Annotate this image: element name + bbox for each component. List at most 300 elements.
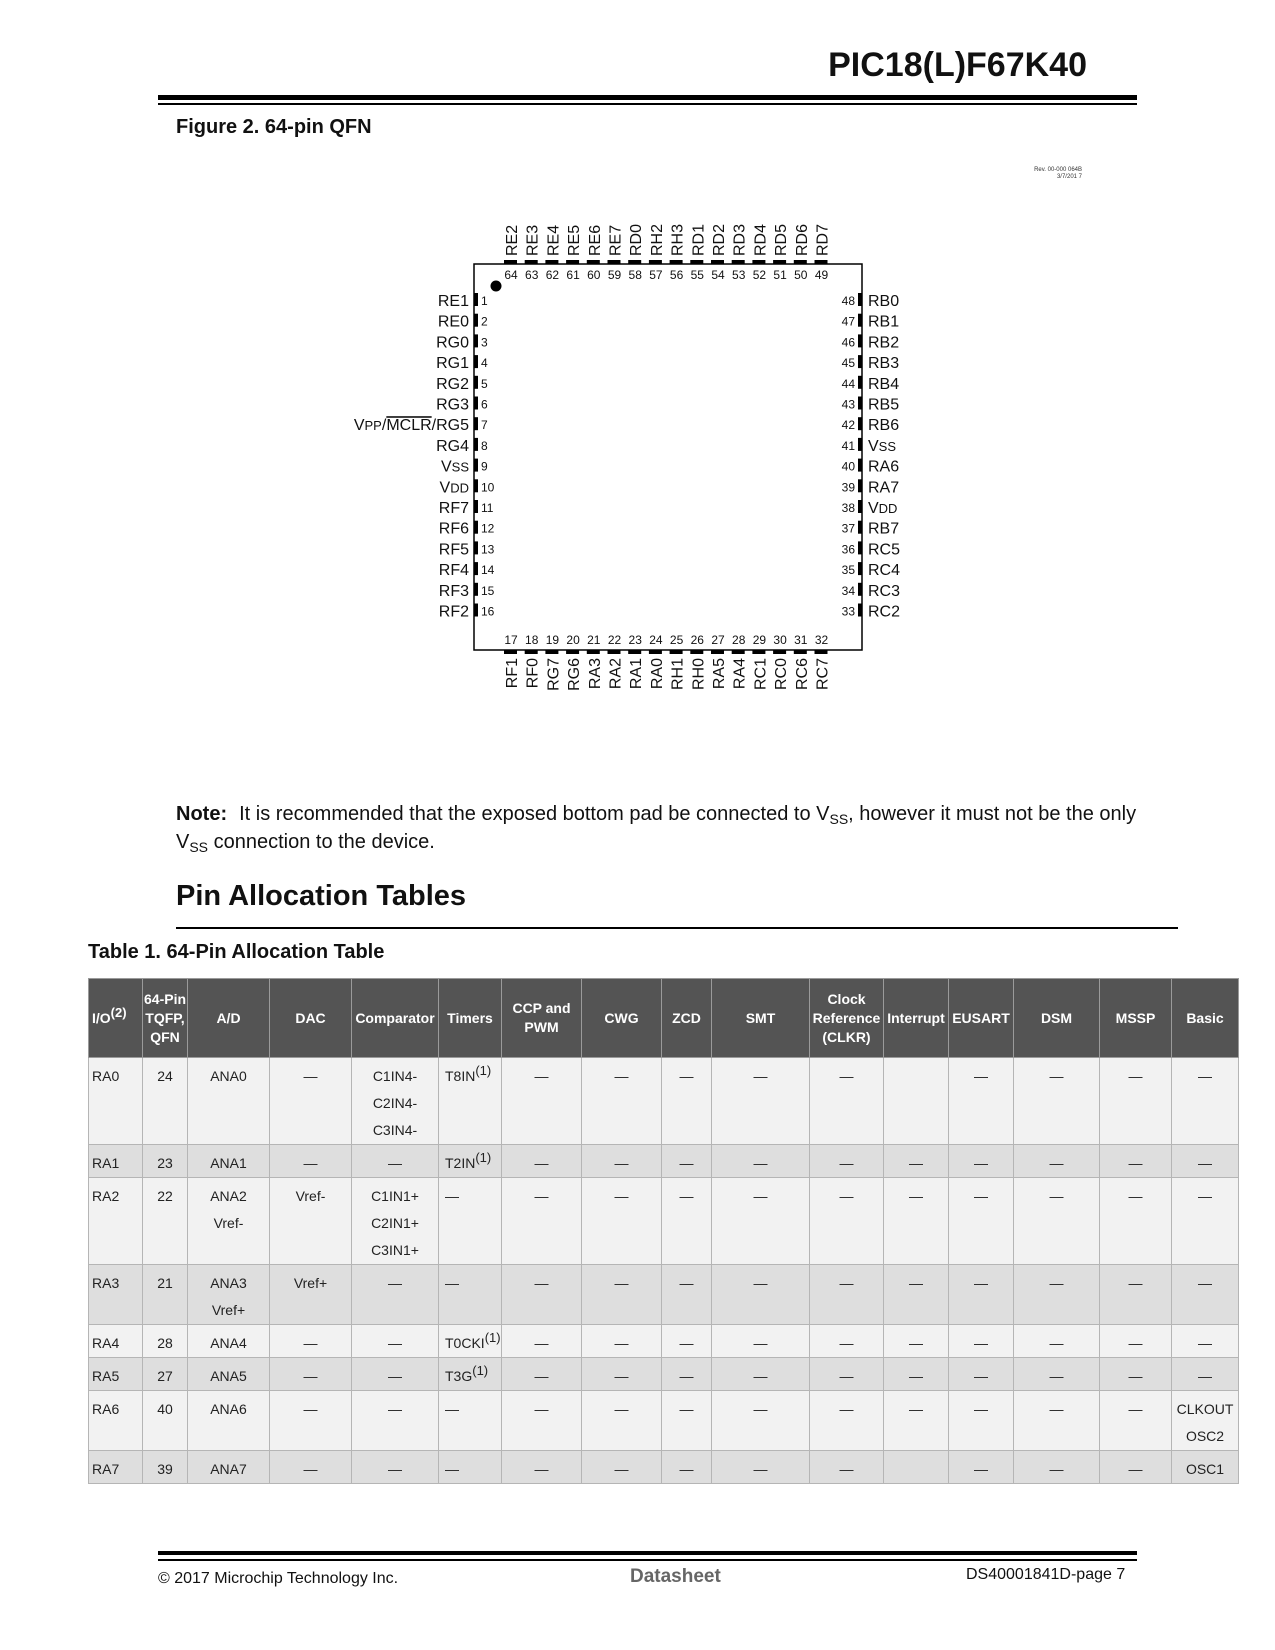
- pin-lead: [649, 650, 662, 654]
- cell-ad: [188, 1391, 270, 1451]
- cell-timers: [439, 1325, 502, 1358]
- pin-lead: [858, 479, 862, 492]
- pin-lead: [858, 604, 862, 617]
- cell-line: —: [388, 1461, 402, 1477]
- cell-line: C2IN4-: [372, 1095, 418, 1111]
- pin-33: [842, 604, 900, 621]
- cell-ccp: —: [502, 1145, 582, 1178]
- pin-56: [670, 224, 687, 282]
- cell-line: —: [1198, 1068, 1212, 1084]
- pin-number: 15: [481, 583, 495, 598]
- pin-5: [436, 376, 488, 393]
- cell-line: —: [303, 1401, 318, 1417]
- pin-name: RE7: [607, 224, 625, 256]
- cell-basic: [1172, 1391, 1239, 1451]
- cell-dsm: —: [1014, 1145, 1100, 1178]
- pin-lead: [566, 650, 579, 654]
- cell-line: —: [1198, 1155, 1212, 1171]
- pin-lead: [858, 376, 862, 389]
- cell-dac: [270, 1451, 352, 1484]
- pin-11: [439, 500, 494, 517]
- cell-line: C3IN1+: [371, 1242, 419, 1258]
- cell-cwg: —: [582, 1451, 662, 1484]
- cell-cwg: —: [582, 1391, 662, 1451]
- header-zcd: ZCD: [662, 979, 712, 1058]
- pin-lead: [608, 650, 621, 654]
- pin-name: RG7: [545, 658, 563, 691]
- cell-line: ANA1: [210, 1155, 247, 1171]
- pin-lead: [474, 376, 478, 389]
- pin-number: 5: [481, 376, 488, 391]
- cell-dsm: —: [1014, 1451, 1100, 1484]
- cell-line: CLKOUT: [1176, 1401, 1234, 1417]
- pin-number: 11: [481, 501, 494, 515]
- pin-35: [842, 562, 900, 579]
- pin-3: [436, 334, 488, 351]
- cell-line: OSC1: [1185, 1461, 1225, 1477]
- pin-1: [438, 293, 488, 310]
- pin-name: RE2: [504, 224, 521, 256]
- cell-line: —: [388, 1155, 402, 1171]
- cell-interrupt: —: [884, 1391, 949, 1451]
- cell-dsm: —: [1014, 1178, 1100, 1265]
- pin-lead: [474, 562, 478, 575]
- pin-number: 22: [607, 633, 622, 647]
- pin-lead: [858, 541, 862, 554]
- cell-line: —: [1198, 1368, 1212, 1384]
- pin-47: [842, 314, 900, 331]
- pin-14: [439, 562, 495, 579]
- cell-line: C1IN4-: [372, 1068, 418, 1084]
- pin-name: RE6: [586, 224, 604, 256]
- cell-smt: —: [712, 1265, 810, 1325]
- cell-io: RA0: [89, 1058, 143, 1145]
- pin-name: VSS: [440, 458, 469, 476]
- pin-lead: [858, 397, 862, 410]
- pin-8: [436, 438, 488, 455]
- pin-39: [842, 479, 900, 496]
- pin-32: [815, 633, 832, 690]
- pin-45: [842, 355, 900, 372]
- timer-footnote: (1): [472, 1363, 489, 1378]
- cell-comparator: [352, 1358, 439, 1391]
- pin-lead: [504, 650, 517, 654]
- pin-number: 29: [752, 633, 767, 647]
- cell-ccp: —: [502, 1325, 582, 1358]
- pin-name: RA4: [731, 658, 749, 690]
- pin-name: RD0: [628, 223, 646, 256]
- pin-number: 4: [481, 356, 488, 371]
- pin-lead: [815, 650, 828, 654]
- pin-name: RB6: [868, 417, 900, 435]
- pin-name: RB7: [868, 520, 900, 538]
- pin-lead: [858, 334, 862, 347]
- pin-number: 44: [841, 376, 855, 391]
- section-title: Pin Allocation Tables: [176, 880, 467, 912]
- cell-basic: [1172, 1178, 1239, 1265]
- pin-name: RF6: [438, 520, 469, 538]
- pin-number: 8: [481, 438, 488, 453]
- cell-zcd: —: [662, 1145, 712, 1178]
- pin-36: [842, 541, 900, 558]
- pin-19: [545, 633, 562, 691]
- cell-line: —: [303, 1335, 318, 1351]
- pin-lead: [474, 604, 478, 617]
- pin-lead: [587, 650, 600, 654]
- pin-lead: [545, 650, 558, 654]
- cell-line: ANA7: [210, 1461, 247, 1477]
- cell-zcd: —: [662, 1391, 712, 1451]
- cell-comparator: [352, 1058, 439, 1145]
- pin-lead: [608, 260, 621, 264]
- table-row: [89, 1145, 1239, 1178]
- pin-42: [842, 417, 900, 434]
- pin-number: 24: [649, 633, 663, 647]
- pin-lead: [525, 260, 538, 264]
- revision-line-1: Rev. 00-000 064B: [1034, 167, 1082, 173]
- pin-number: 1: [481, 294, 488, 308]
- section-rule: [176, 927, 1178, 929]
- cell-ccp: —: [502, 1058, 582, 1145]
- timer-name: —: [445, 1461, 459, 1477]
- pin-number: 18: [525, 633, 539, 647]
- cell-comparator: [352, 1325, 439, 1358]
- cell-ad: [188, 1265, 270, 1325]
- pin-lead: [545, 260, 558, 264]
- cell-smt: —: [712, 1358, 810, 1391]
- header-dsm: DSM: [1014, 979, 1100, 1058]
- header-dac: DAC: [270, 979, 352, 1058]
- cell-pin: 39: [143, 1451, 188, 1484]
- cell-dac: [270, 1058, 352, 1145]
- timer-name: T0CKI: [445, 1335, 485, 1351]
- pin-number: 54: [711, 268, 725, 282]
- qfn-pinout-diagram: [0, 0, 1275, 760]
- pin-name: RF2: [438, 603, 469, 621]
- pin-16: [439, 604, 495, 621]
- pin-lead: [587, 260, 600, 264]
- timer-name: —: [445, 1401, 459, 1417]
- cell-line: ANA6: [210, 1401, 247, 1417]
- pin-17: [504, 633, 521, 688]
- cell-eusart: —: [949, 1391, 1014, 1451]
- cell-line: Vref-: [213, 1215, 244, 1231]
- cell-zcd: —: [662, 1265, 712, 1325]
- pin-55: [690, 224, 707, 282]
- cell-pin: 24: [143, 1058, 188, 1145]
- pin-37: [842, 521, 900, 538]
- pin-name: RB1: [868, 313, 900, 331]
- pin-number: 21: [587, 633, 601, 647]
- cell-io: RA2: [89, 1178, 143, 1265]
- pin-43: [842, 397, 900, 414]
- pin-44: [842, 376, 900, 393]
- cell-line: —: [1198, 1335, 1212, 1351]
- pin-name: RG0: [436, 334, 469, 352]
- cell-smt: —: [712, 1451, 810, 1484]
- cell-eusart: —: [949, 1265, 1014, 1325]
- pin-number: 41: [841, 438, 855, 453]
- pin-lead: [858, 521, 862, 534]
- pin-lead: [474, 583, 478, 596]
- pin-number: 9: [481, 459, 488, 474]
- pin-name: RE0: [437, 313, 469, 331]
- note-sub-a: SS: [829, 811, 849, 827]
- pin-41: [842, 438, 897, 455]
- note-text-c: V: [176, 831, 190, 853]
- cell-comparator: [352, 1178, 439, 1265]
- cell-comparator: [352, 1145, 439, 1178]
- pin-number: 7: [481, 418, 488, 433]
- cell-line: C1IN1+: [371, 1188, 419, 1204]
- pin-name: RE5: [566, 224, 584, 256]
- cell-timers: [439, 1178, 502, 1265]
- timer-footnote: (1): [475, 1063, 492, 1078]
- package-note: [176, 800, 1186, 856]
- pin-62: [545, 225, 562, 282]
- cell-zcd: —: [662, 1178, 712, 1265]
- header-timers: Timers: [439, 979, 502, 1058]
- pin-number: 25: [669, 633, 684, 647]
- pin-lead: [474, 541, 478, 554]
- pin-name: RG3: [436, 396, 469, 414]
- pin-61: [566, 225, 583, 282]
- pin-name: RH1: [669, 658, 687, 691]
- cell-clkr: —: [810, 1451, 884, 1484]
- cell-ad: [188, 1178, 270, 1265]
- header-ad: A/D: [188, 979, 270, 1058]
- cell-pin: 27: [143, 1358, 188, 1391]
- pin-number: 34: [841, 583, 855, 598]
- cell-line: Vref+: [293, 1275, 328, 1291]
- cell-eusart: —: [949, 1145, 1014, 1178]
- cell-smt: —: [712, 1391, 810, 1451]
- cell-cwg: —: [582, 1145, 662, 1178]
- pin-name: RG4: [436, 437, 469, 455]
- pin-number: 48: [841, 294, 855, 308]
- footer-center-label: Datasheet: [630, 1566, 721, 1587]
- cell-cwg: —: [582, 1178, 662, 1265]
- pin-number: 43: [841, 397, 855, 412]
- pin-number: 12: [481, 521, 495, 536]
- pin-38: [842, 500, 898, 517]
- footer-rule-thin: [158, 1559, 1137, 1561]
- cell-dac: [270, 1358, 352, 1391]
- pin-lead: [670, 650, 683, 654]
- pin-number: 39: [841, 480, 855, 495]
- pin-name: RD5: [773, 223, 791, 256]
- pin-name: RD7: [814, 223, 832, 256]
- pin-name: RF0: [524, 658, 542, 689]
- pin-number: 33: [841, 604, 855, 619]
- pin-name: RD4: [752, 223, 770, 256]
- pin-29: [752, 633, 769, 690]
- cell-line: —: [303, 1068, 318, 1084]
- pin-allocation-table: [88, 978, 1239, 1484]
- pin-number: 31: [794, 633, 808, 647]
- pin-12: [439, 521, 495, 538]
- pin-name: RA1: [628, 658, 646, 690]
- pin-60: [587, 225, 604, 282]
- cell-dsm: —: [1014, 1058, 1100, 1145]
- cell-interrupt: —: [884, 1178, 949, 1265]
- cell-line: C3IN4-: [372, 1122, 418, 1138]
- pin-58: [628, 224, 645, 282]
- cell-io: RA3: [89, 1265, 143, 1325]
- pin-lead: [815, 260, 828, 264]
- pin-number: 63: [525, 268, 539, 282]
- pin-7: [354, 417, 488, 434]
- cell-dsm: —: [1014, 1358, 1100, 1391]
- pin-name: VDD: [868, 500, 898, 517]
- cell-interrupt: —: [884, 1358, 949, 1391]
- pin-21: [587, 633, 604, 689]
- note-sub-c: SS: [189, 839, 209, 855]
- pin-lead: [474, 500, 478, 513]
- pin-18: [525, 633, 542, 688]
- cell-clkr: —: [810, 1391, 884, 1451]
- header-ccp-pwm: CCP and PWM: [502, 979, 582, 1058]
- pin-lead: [858, 355, 862, 368]
- header-interrupt: Interrupt: [884, 979, 949, 1058]
- pin-name: RE1: [437, 293, 469, 310]
- pin-number: 45: [841, 356, 855, 371]
- pin-name: RC3: [868, 582, 901, 600]
- pin-57: [649, 224, 666, 282]
- pin-name: RD3: [731, 223, 749, 256]
- pin-name: RF3: [438, 582, 469, 600]
- pin-lead: [858, 500, 862, 513]
- pin-lead: [474, 334, 478, 347]
- cell-clkr: —: [810, 1265, 884, 1325]
- pin-lead: [858, 314, 862, 327]
- cell-basic: [1172, 1265, 1239, 1325]
- pin-name: RC5: [868, 541, 901, 559]
- cell-mssp: —: [1100, 1391, 1172, 1451]
- pin-number: 30: [773, 633, 787, 647]
- pin1-indicator-dot: [491, 281, 502, 292]
- pin-name: RC4: [868, 562, 901, 580]
- cell-line: C2IN1+: [371, 1215, 419, 1231]
- table-row: [89, 1325, 1239, 1358]
- note-text-b: , however it must not be the only: [848, 803, 1137, 825]
- table-row: [89, 1391, 1239, 1451]
- pin-name: RD1: [690, 223, 708, 256]
- cell-timers: [439, 1358, 502, 1391]
- pin-lead: [566, 260, 579, 264]
- pin-name: RH2: [648, 223, 666, 256]
- pin-28: [732, 633, 749, 689]
- pin-number: 40: [841, 459, 855, 474]
- pin-lead: [474, 417, 478, 430]
- right-pin-group: [842, 293, 900, 621]
- pin-lead: [773, 650, 786, 654]
- pin-31: [794, 633, 811, 690]
- cell-smt: —: [712, 1178, 810, 1265]
- pin-10: [440, 479, 495, 496]
- pin-number: 26: [690, 633, 704, 647]
- pin-number: 2: [481, 314, 488, 329]
- pin-54: [711, 224, 728, 282]
- pin-number: 13: [481, 542, 495, 557]
- cell-line: —: [388, 1275, 402, 1291]
- cell-clkr: —: [810, 1058, 884, 1145]
- pin-number: 37: [841, 521, 855, 536]
- pin-lead: [752, 260, 765, 264]
- cell-interrupt: [884, 1058, 949, 1145]
- pin-number: 38: [841, 501, 855, 515]
- pin-name: RB5: [868, 396, 900, 414]
- header-cwg: CWG: [582, 979, 662, 1058]
- revision-line-2: 3/7/201 7: [1056, 174, 1082, 180]
- pin-lead: [670, 260, 683, 264]
- pin-number: 62: [545, 268, 560, 282]
- pin-lead: [474, 479, 478, 492]
- cell-line: Vref+: [211, 1302, 246, 1318]
- cell-line: ANA4: [210, 1335, 247, 1351]
- cell-clkr: —: [810, 1145, 884, 1178]
- header-basic: Basic: [1172, 979, 1239, 1058]
- pin-lead: [711, 650, 724, 654]
- document-title: PIC18(L)F67K40: [828, 46, 1087, 84]
- pin-30: [773, 633, 790, 690]
- pin-lead: [628, 650, 641, 654]
- pin-name: RA6: [868, 458, 900, 476]
- pin-name: RF7: [438, 500, 469, 517]
- pin-46: [842, 334, 900, 351]
- pin-49: [815, 224, 832, 282]
- pin-lead: [690, 260, 703, 264]
- cell-line: —: [388, 1335, 402, 1351]
- cell-pin: 22: [143, 1178, 188, 1265]
- cell-ccp: —: [502, 1178, 582, 1265]
- pin-name: RB4: [868, 375, 900, 393]
- cell-ccp: —: [502, 1391, 582, 1451]
- table-row: [89, 1358, 1239, 1391]
- table-row: [89, 1265, 1239, 1325]
- note-label: Note:: [176, 803, 228, 825]
- top-pin-group: [504, 224, 832, 282]
- pin-number: 53: [732, 268, 746, 282]
- cell-io: RA6: [89, 1391, 143, 1451]
- pin-number: 57: [649, 268, 663, 282]
- pin-52: [752, 224, 769, 282]
- pin-23: [628, 633, 645, 689]
- pin-lead: [732, 650, 745, 654]
- pin-number: 61: [566, 268, 580, 282]
- cell-pin: 40: [143, 1391, 188, 1451]
- cell-timers: [439, 1451, 502, 1484]
- cell-zcd: —: [662, 1325, 712, 1358]
- pin-name: RB3: [868, 355, 900, 373]
- pin-name: RC7: [814, 658, 832, 691]
- pin-name: RG6: [566, 658, 584, 691]
- cell-mssp: —: [1100, 1358, 1172, 1391]
- pin-15: [439, 583, 495, 600]
- pin-number: 46: [841, 335, 855, 350]
- cell-ad: [188, 1451, 270, 1484]
- pin-lead: [858, 562, 862, 575]
- pin-name: RE4: [545, 224, 563, 256]
- cell-comparator: [352, 1391, 439, 1451]
- pin-lead: [474, 314, 478, 327]
- pin-name: RH0: [690, 658, 708, 691]
- pin-name: RE3: [524, 224, 542, 256]
- pin-name: RF1: [504, 658, 521, 689]
- cell-smt: —: [712, 1325, 810, 1358]
- cell-cwg: —: [582, 1358, 662, 1391]
- cell-interrupt: —: [884, 1325, 949, 1358]
